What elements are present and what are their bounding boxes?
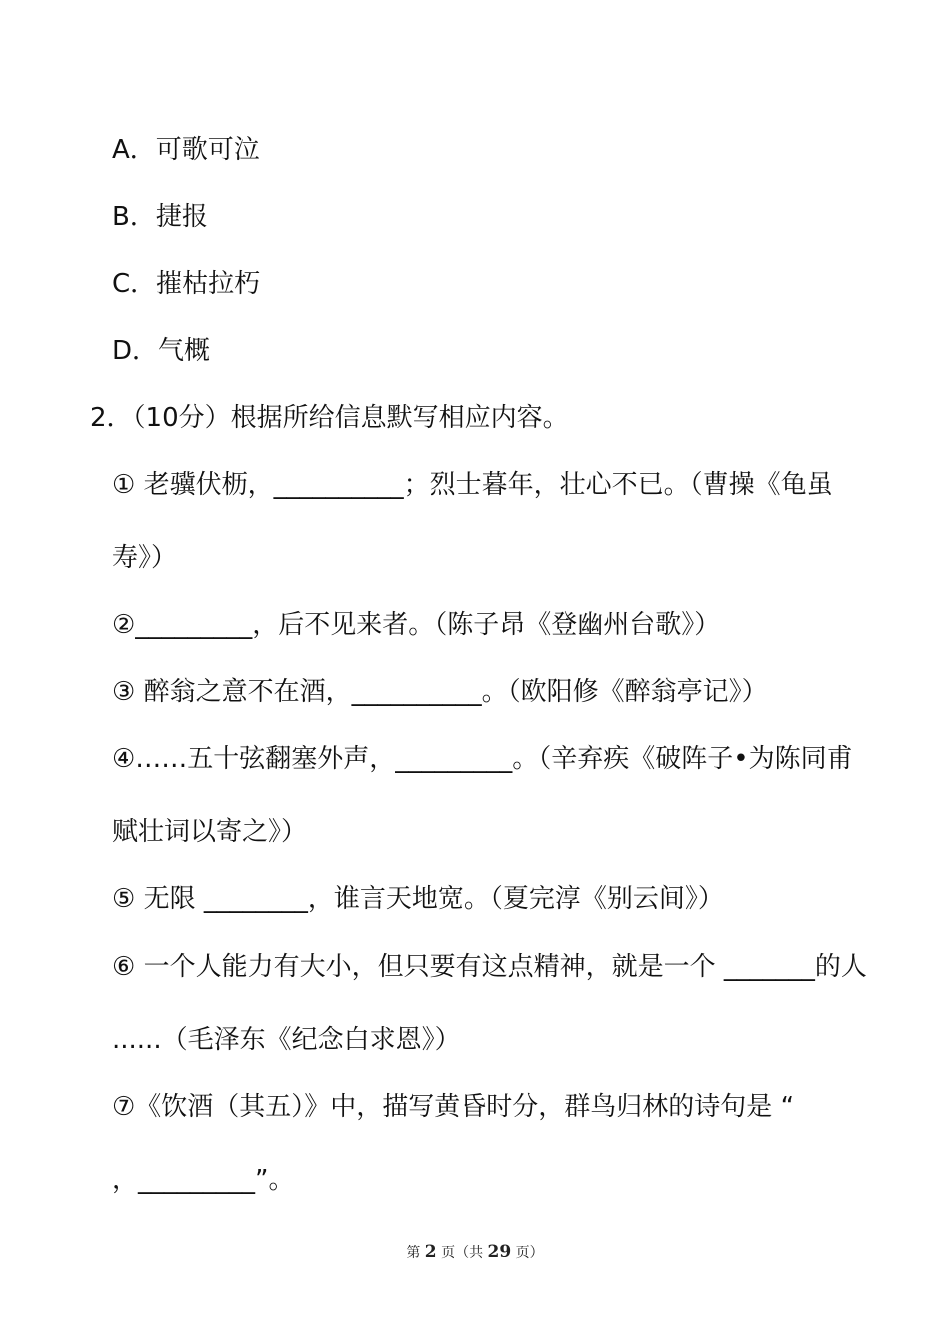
question-item-7-line-1: ⑦《饮酒（其五）》中，描写黄昏时分，群鸟归林的诗句是 “ [112, 1092, 795, 1122]
question-item-1-line-1: ① 老骥伏枥，__________；烈士暮年，壮心不已。（曹操《龟虽 [112, 470, 833, 500]
question-item-5: ⑤ 无限 ________，谁言天地宽。（夏完淳《别云间》） [112, 884, 724, 914]
footer-middle: 页（共 [436, 1245, 488, 1261]
question-item-6-line-2: ......（毛泽东《纪念白求恩》） [112, 1025, 461, 1055]
question-item-3: ③ 醉翁之意不在酒，__________。（欧阳修《醉翁亭记》） [112, 677, 768, 707]
footer-total-pages: 29 [487, 1242, 512, 1262]
footer-prefix: 第 [406, 1245, 425, 1261]
question-item-1-line-2: 寿》） [112, 543, 178, 573]
question-2-header: 2．（10分）根据所给信息默写相应内容。 [90, 403, 569, 433]
option-c: C．摧枯拉朽 [112, 269, 261, 299]
question-item-7-line-2: ，_________”。 [112, 1165, 295, 1195]
question-item-6-line-1: ⑥ 一个人能力有大小，但只要有这点精神，就是一个 _______的人 [112, 952, 867, 982]
footer-suffix: 页） [511, 1245, 544, 1261]
question-item-4-line-2: 赋壮词以寄之》） [112, 817, 308, 847]
question-item-4-line-1: ④……五十弦翻塞外声，_________。（辛弃疾《破阵子•为陈同甫 [112, 744, 853, 774]
option-a: A．可歌可泣 [112, 135, 260, 165]
option-b: B．捷报 [112, 202, 208, 232]
question-item-2: ②_________，后不见来者。（陈子昂《登幽州台歌》） [112, 610, 721, 640]
footer-page-number: 2 [424, 1242, 437, 1262]
page-footer [0, 1240, 950, 1265]
option-d: D．气概 [112, 336, 211, 366]
